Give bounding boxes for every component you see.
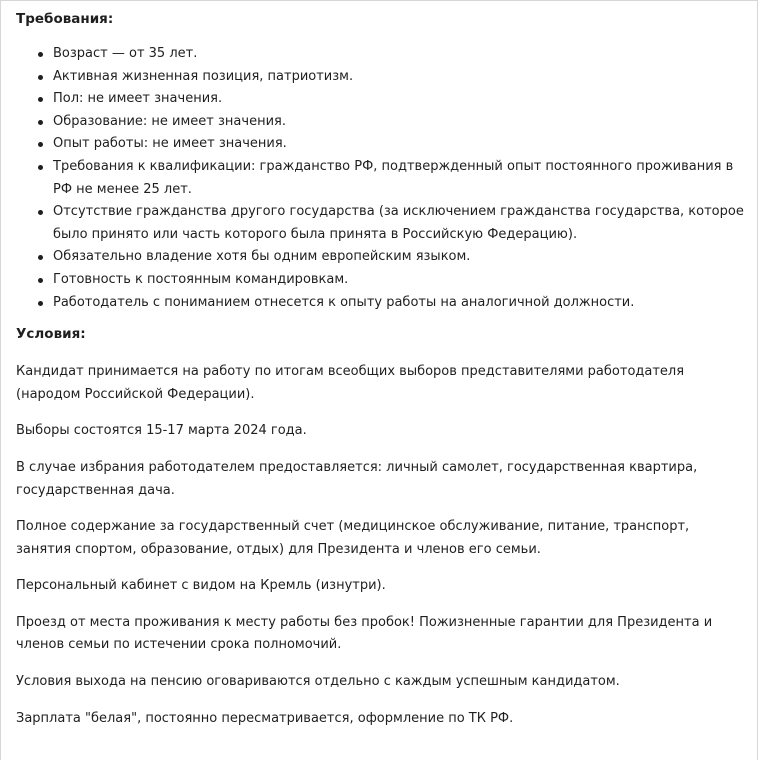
conditions-paragraph: Зарплата "белая", постоянно пересматривается, оформление по ТК РФ. xyxy=(16,710,514,726)
bullet-icon xyxy=(38,255,43,260)
vacancy-text xyxy=(16,0,746,730)
bullet-icon xyxy=(38,97,43,102)
conditions-paragraph: Условия выхода на пенсию оговариваются отдельно с каждым успешным кандидатом. xyxy=(16,674,620,690)
bullet-icon xyxy=(38,210,43,215)
bullet-icon xyxy=(38,142,43,147)
list-item: Активная жизненная позиция, патриотизм. xyxy=(38,66,746,89)
conditions-paragraph: Кандидат принимается на работу по итогам всеобщих выборов представителями работодателя (народом Российской Федерации). xyxy=(16,364,685,402)
bullet-icon xyxy=(38,75,43,80)
requirements-heading: Требования: xyxy=(16,11,114,27)
bullet-icon xyxy=(38,165,43,170)
bullet-icon xyxy=(38,301,43,306)
conditions-paragraph: В случае избрания работодателем предоставляется: личный самолет, государственная квартира, государственная дача. xyxy=(16,459,698,498)
list-item: Пол: не имеет значения. xyxy=(38,88,746,111)
list-item: Образование: не имеет значения. xyxy=(38,111,746,134)
bullet-icon xyxy=(38,120,43,125)
conditions-heading: Условия: xyxy=(16,326,86,343)
list-item: Обязательно владение хотя бы одним европейским языком. xyxy=(38,246,746,269)
list-item: Готовность к постоянным командировкам. xyxy=(38,269,746,292)
conditions-paragraph: Проезд от места проживания к месту работы без пробок! Пожизненные гарантии для Президента и членов семьи по истечении срока полномочий. xyxy=(16,614,713,653)
conditions-paragraph: Персональный кабинет с видом на Кремль (изнутри). xyxy=(16,578,386,594)
list-item: Опыт работы: не имеет значения. xyxy=(38,133,746,156)
list-item: Требования к квалификации: гражданство РФ, подтвержденный опыт постоянного проживания в РФ не менее 25 лет. xyxy=(38,156,746,201)
list-item: Возраст — от 35 лет. xyxy=(38,43,746,66)
list-item: Работодатель с пониманием отнесется к опыту работы на аналогичной должности. xyxy=(38,292,746,315)
conditions-paragraph: Полное содержание за государственный счет (медицинское обслуживание, питание, транспорт, занятия спортом, образование, отдых) для Президента и членов его семьи. xyxy=(16,519,690,557)
list-item: Отсутствие гражданства другого государства (за исключением гражданства государства, которое было принято или часть которого была принята в Российскую Федерацию). xyxy=(38,201,746,246)
requirements-list xyxy=(16,43,746,314)
bullet-icon xyxy=(38,52,43,57)
conditions-paragraph: Выборы состоятся 15-17 марта 2024 года. xyxy=(16,423,307,439)
bullet-icon xyxy=(38,278,43,283)
